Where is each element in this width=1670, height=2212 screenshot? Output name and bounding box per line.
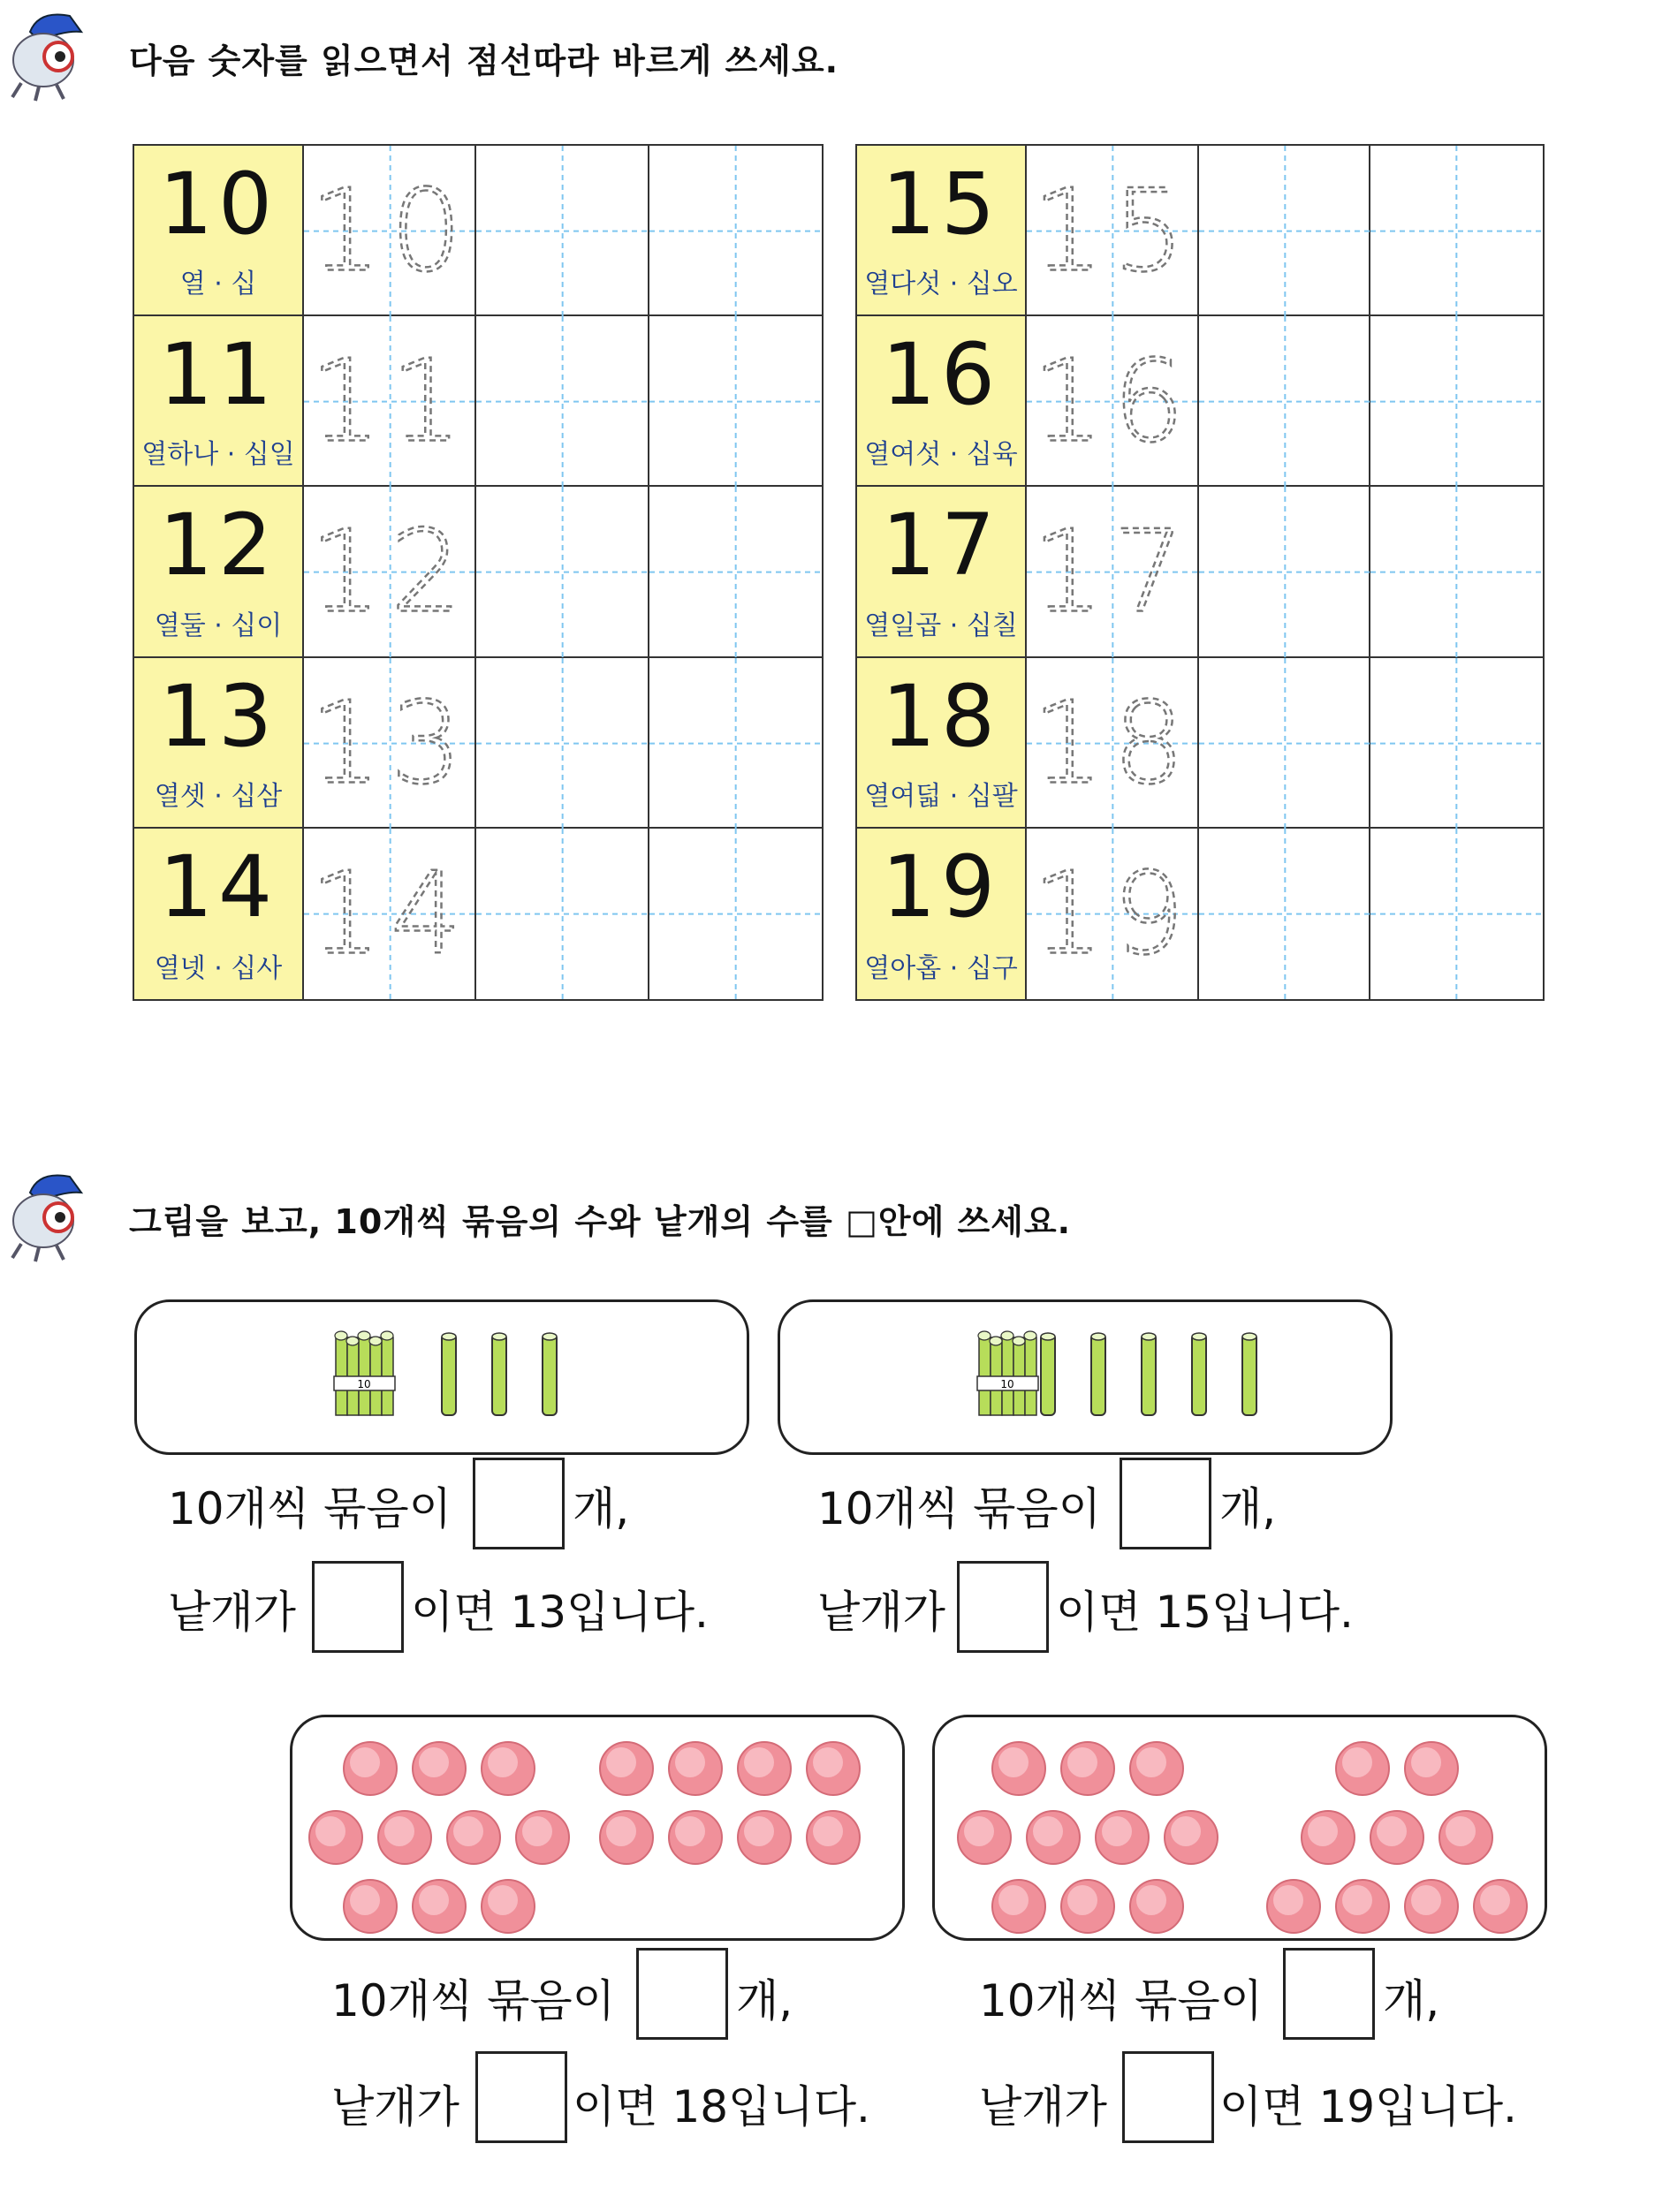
tracing-grid-left xyxy=(133,144,824,1001)
number-label-cell xyxy=(857,658,1027,829)
svg-text:10: 10 xyxy=(357,1378,371,1390)
number-reading-text: 열여섯 · 십육 xyxy=(864,439,1018,471)
singles-answer-box[interactable] xyxy=(312,1561,404,1653)
number-text: 19 xyxy=(881,837,1001,936)
picture-card-1 xyxy=(134,1299,749,1455)
trace-cell[interactable] xyxy=(304,829,476,999)
single-stick xyxy=(492,1333,506,1415)
dotted-trace-number: 15 xyxy=(1031,165,1194,298)
bundle-answer-box[interactable] xyxy=(636,1948,728,2040)
trace-cell[interactable] xyxy=(304,146,476,316)
single-stick xyxy=(543,1333,557,1415)
mascot-icon xyxy=(4,1166,92,1263)
sticks-picture xyxy=(137,1302,747,1452)
number-text: 13 xyxy=(158,666,278,766)
practice-cell[interactable] xyxy=(476,829,649,999)
practice-cell[interactable] xyxy=(1199,658,1371,829)
singles-answer-box[interactable] xyxy=(1122,2051,1214,2143)
ten-stick-bundle xyxy=(334,1331,395,1415)
result-text: 이면 19입니다. xyxy=(1219,2081,1517,2132)
singles-text: 낱개가 xyxy=(817,1587,945,1638)
mascot-icon xyxy=(4,5,92,102)
tracing-grid-right xyxy=(855,144,1545,1001)
single-stick xyxy=(1091,1333,1105,1415)
dotted-trace-number: 18 xyxy=(1031,678,1194,810)
picture-card-2 xyxy=(778,1299,1393,1455)
result-text: 이면 13입니다. xyxy=(411,1587,709,1638)
bundle-text: 10개씩 묶음이 xyxy=(817,1483,1102,1534)
single-stick xyxy=(1242,1333,1256,1415)
instruction-2: 그림을 보고, 10개씩 묶음의 수와 낱개의 수를 □안에 쓰세요. xyxy=(129,1202,1072,1241)
number-reading-text: 열셋 · 십삼 xyxy=(154,780,283,812)
ten-stick-bundle xyxy=(977,1331,1038,1415)
number-text: 12 xyxy=(158,496,278,595)
bundle-unit-text: 개, xyxy=(1383,1975,1440,2026)
sticks-picture xyxy=(780,1302,1390,1452)
practice-cell[interactable] xyxy=(1199,829,1371,999)
number-label-cell xyxy=(134,487,304,657)
singles-answer-box[interactable] xyxy=(475,2051,567,2143)
dotted-trace-number: 10 xyxy=(309,165,472,298)
number-reading-text: 열여덟 · 십팔 xyxy=(864,780,1018,812)
bundle-unit-text: 개, xyxy=(1219,1483,1277,1534)
practice-cell[interactable] xyxy=(1370,658,1543,829)
number-text: 10 xyxy=(158,155,278,254)
bundle-text: 10개씩 묶음이 xyxy=(168,1483,452,1534)
number-label-cell xyxy=(857,316,1027,487)
practice-cell[interactable] xyxy=(476,487,649,657)
number-reading-text: 열아홉 · 십구 xyxy=(864,952,1018,984)
single-stick xyxy=(1192,1333,1206,1415)
practice-cell[interactable] xyxy=(649,146,822,316)
practice-cell[interactable] xyxy=(1370,829,1543,999)
trace-cell[interactable] xyxy=(304,487,476,657)
number-reading-text: 열둘 · 십이 xyxy=(154,610,283,641)
trace-cell[interactable] xyxy=(1027,487,1199,657)
number-reading-text: 열일곱 · 십칠 xyxy=(864,610,1018,641)
instruction-1: 다음 숫자를 읽으면서 점선따라 바르게 쓰세요. xyxy=(129,42,839,80)
dotted-trace-number: 16 xyxy=(1031,336,1194,468)
number-label-cell xyxy=(134,658,304,829)
single-stick xyxy=(442,1333,456,1415)
number-label-cell xyxy=(857,487,1027,657)
number-text: 17 xyxy=(881,496,1001,595)
counters-picture xyxy=(292,1717,902,1938)
singles-answer-box[interactable] xyxy=(957,1561,1049,1653)
number-text: 14 xyxy=(158,837,278,936)
bundle-answer-box[interactable] xyxy=(1283,1948,1375,2040)
single-stick xyxy=(1142,1333,1156,1415)
practice-cell[interactable] xyxy=(1370,487,1543,657)
dotted-trace-number: 11 xyxy=(309,336,472,468)
practice-cell[interactable] xyxy=(476,658,649,829)
trace-cell[interactable] xyxy=(1027,658,1199,829)
trace-cell[interactable] xyxy=(304,316,476,487)
number-label-cell xyxy=(857,829,1027,999)
single-stick xyxy=(1041,1333,1055,1415)
practice-cell[interactable] xyxy=(649,829,822,999)
practice-cell[interactable] xyxy=(1199,146,1371,316)
number-text: 11 xyxy=(158,325,278,425)
practice-cell[interactable] xyxy=(476,146,649,316)
number-reading-text: 열넷 · 십사 xyxy=(154,952,283,984)
dotted-trace-number: 19 xyxy=(1031,848,1194,981)
trace-cell[interactable] xyxy=(1027,146,1199,316)
number-label-cell xyxy=(857,146,1027,316)
dotted-trace-number: 12 xyxy=(309,506,472,639)
picture-card-3 xyxy=(290,1715,905,1941)
practice-cell[interactable] xyxy=(649,487,822,657)
trace-cell[interactable] xyxy=(1027,829,1199,999)
singles-text: 낱개가 xyxy=(979,2081,1107,2132)
number-reading-text: 열다섯 · 십오 xyxy=(864,269,1018,300)
dotted-trace-number: 17 xyxy=(1031,506,1194,639)
singles-text: 낱개가 xyxy=(331,2081,459,2132)
practice-cell[interactable] xyxy=(1370,316,1543,487)
number-label-cell xyxy=(134,146,304,316)
result-text: 이면 15입니다. xyxy=(1056,1587,1354,1638)
dotted-trace-number: 14 xyxy=(309,848,472,981)
number-text: 18 xyxy=(881,666,1001,766)
practice-cell[interactable] xyxy=(649,316,822,487)
trace-cell[interactable] xyxy=(1027,316,1199,487)
trace-cell[interactable] xyxy=(304,658,476,829)
bundle-answer-box[interactable] xyxy=(473,1458,565,1549)
practice-cell[interactable] xyxy=(1199,487,1371,657)
counters-picture xyxy=(935,1717,1545,1938)
number-text: 15 xyxy=(881,155,1001,254)
singles-text: 낱개가 xyxy=(168,1587,296,1638)
dotted-trace-number: 13 xyxy=(309,678,472,810)
practice-cell[interactable] xyxy=(649,658,822,829)
practice-cell[interactable] xyxy=(1199,316,1371,487)
number-text: 16 xyxy=(881,325,1001,425)
bundle-text: 10개씩 묶음이 xyxy=(331,1975,616,2026)
bundle-unit-text: 개, xyxy=(573,1483,630,1534)
number-reading-text: 열 · 십 xyxy=(179,269,257,300)
number-label-cell xyxy=(134,829,304,999)
svg-text:10: 10 xyxy=(1000,1378,1014,1390)
bundle-answer-box[interactable] xyxy=(1120,1458,1211,1549)
practice-cell[interactable] xyxy=(476,316,649,487)
result-text: 이면 18입니다. xyxy=(573,2081,870,2132)
bundle-unit-text: 개, xyxy=(736,1975,793,2026)
number-reading-text: 열하나 · 십일 xyxy=(141,439,295,471)
bundle-text: 10개씩 묶음이 xyxy=(979,1975,1264,2026)
number-label-cell xyxy=(134,316,304,487)
practice-cell[interactable] xyxy=(1370,146,1543,316)
picture-card-4 xyxy=(932,1715,1547,1941)
